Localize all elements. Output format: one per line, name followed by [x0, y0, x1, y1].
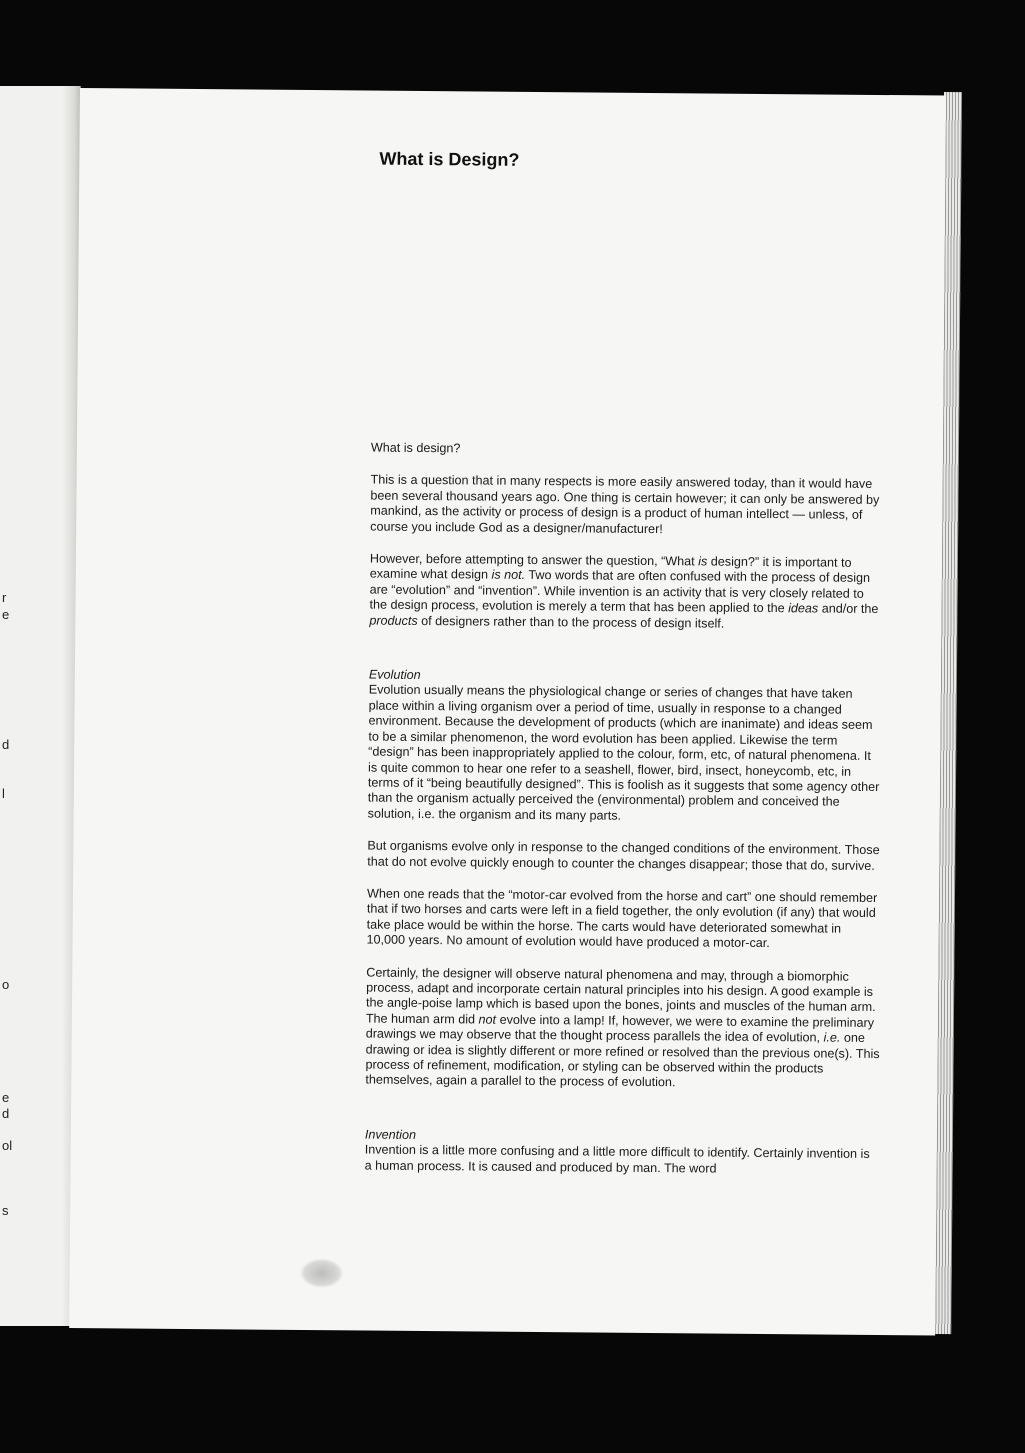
- left-page-edge-letter: o: [2, 977, 10, 992]
- left-page-edge-letter: d: [2, 737, 10, 752]
- paragraph: When one reads that the “motor-car evolved from the horse and cart” one should remember that if two horses and carts were left in a field together, the only evolution (if any) that would take place would be within the horse. The carts would have deteriorated somewhat in 10,000 years. No amount of evolution would have produced a motor-car.: [366, 886, 878, 951]
- left-page-edge-letter: s: [2, 1203, 9, 1218]
- left-page-edge-letter: e: [2, 1090, 10, 1105]
- left-page-edge-letter: ol: [2, 1138, 13, 1153]
- left-page-edge-letter: l: [2, 786, 5, 801]
- paragraph: Certainly, the designer will observe natural phenomena and may, through a biomorphic process, adapt and incorporate certain natural principles into his design. A good example is the angle-poise lamp which is based upon the bones, joints and muscles of the human arm. The human arm did not evolve into a lamp! If, however, we were to examine the preliminary drawings we may observe that the thought process parallels the idea of evolution, i.e. one drawing or idea is slightly different or more refined or resolved than the previous one(s). This process of refinement, modification, or styling can be observed within the products themselves, again a parallel to the process of evolution.: [365, 965, 880, 1090]
- opening-question: What is design?: [370, 440, 461, 456]
- section-heading-invention: Invention: [364, 1127, 417, 1142]
- paragraph: This is a question that in many respects is more easily answered today, than it would have been several thousand years ago. One thing is certain however; it can only be answered by mankind, as the activity or process of design is a product of human intellect — unless, of course you include God as a designer/manufacturer!: [370, 472, 880, 536]
- section-heading-evolution: Evolution: [368, 667, 421, 683]
- paragraph: But organisms evolve only in response to the changed conditions of the environment. Those that do not evolve quickly enough to counter the changes disappear; those that do, survive.: [367, 838, 880, 873]
- left-page-edge-letter: r: [2, 590, 7, 605]
- right-page: [69, 88, 946, 1336]
- page-title: What is Design?: [379, 148, 520, 170]
- paragraph: Evolution usually means the physiological change or series of changes that have taken place within a living organism over a period of time, usually in response to a changed environment. Because the development of products (which are inanimate) and ideas seem to be a similar phenomenon, the word evolution has been applied. Likewise the term “design” has been inappropriately applied to the colour, form, etc, of natural phenomena. It is quite common to hear one refer to a seashell, flower, bird, insect, honeycomb, etc, in terms of it “being beautifully designed”. This is foolish as it suggests that some agency other than the organism actually perceived the (environmental) problem and conceived the solution, i.e. the organism and its many parts.: [367, 683, 880, 823]
- paragraph: However, before attempting to answer the question, “What is design?” it is important to examine what design is not. Two words that are often confused with the process of design are “evolution” and “invention”. While invention is an activity that is very closely related to the design process, evolution is merely a term that has been applied to the ideas and/or the products of designers rather than to the process of design itself.: [369, 551, 879, 631]
- left-page-edge-letter: e: [2, 607, 10, 622]
- body-text: [364, 441, 886, 1195]
- ink-smudge: [300, 1258, 344, 1288]
- paragraph: Invention is a little more confusing and a little more difficult to identify. Certainly invention is a human process. It is caused and produced by man. The word: [364, 1142, 870, 1176]
- left-page-edge-letter: d: [2, 1106, 10, 1121]
